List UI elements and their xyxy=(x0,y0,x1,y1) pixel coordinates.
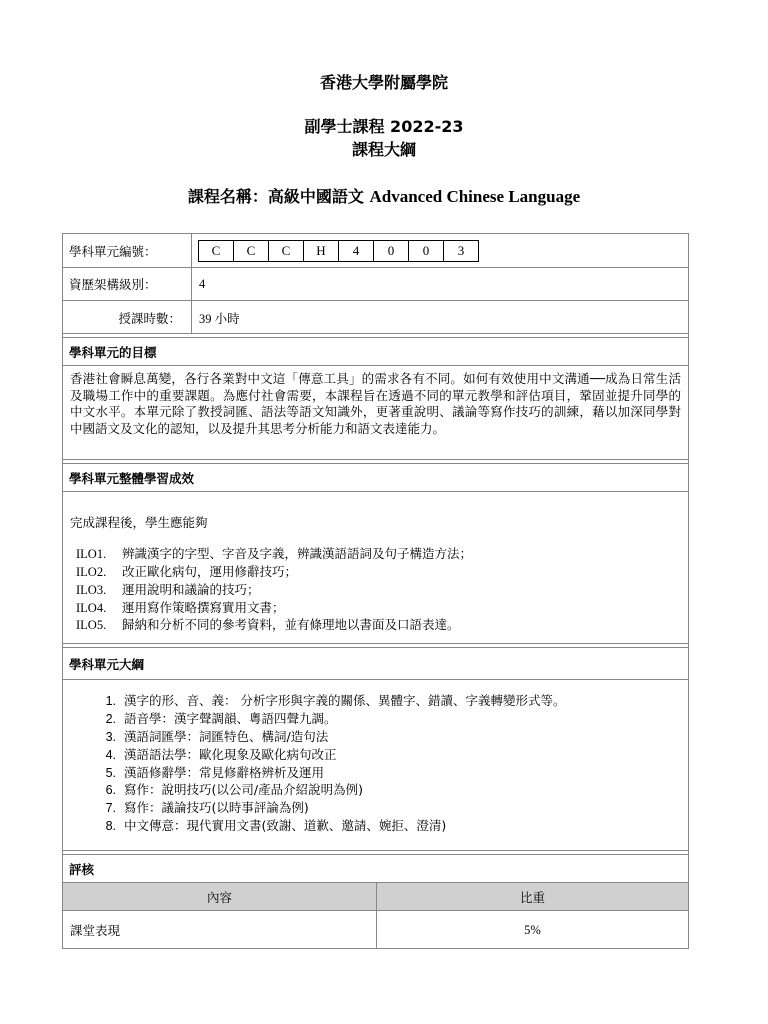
qf-level-label: 資歷架構級別： xyxy=(69,277,157,292)
table-row xyxy=(63,911,688,949)
programme-title: 副學士課程 2022-23 xyxy=(304,117,464,136)
column-header-content: 內容 xyxy=(206,889,232,905)
ilo-item: ILO2. 改正歐化病句，運用修辭技巧； xyxy=(76,564,298,579)
code-char: 4 xyxy=(339,241,374,261)
syllabus-item: 4. 漢語語法學：歐化現象及歐化病句改正 xyxy=(105,747,337,762)
course-name-english: Advanced Chinese Language xyxy=(369,187,581,206)
assessment-section xyxy=(62,854,689,949)
course-info-table xyxy=(62,233,689,334)
code-char: 3 xyxy=(457,243,465,258)
code-char: H xyxy=(304,241,339,261)
qf-level-value: 4 xyxy=(199,276,206,291)
assessment-weight-cell: 5% xyxy=(376,911,688,949)
syllabus-item: 8. 中文傳意：現代實用文書(致謝、道歉、邀請、婉拒、澄清) xyxy=(105,818,447,833)
syllabus-item: 7. 寫作：議論技巧(以時事評論為例) xyxy=(105,800,309,815)
aims-title: 學科單元的目標 xyxy=(63,338,688,366)
syllabus-section xyxy=(62,647,689,851)
course-name-label: 課程名稱：高級中國語文 xyxy=(187,187,364,206)
syllabus-item: 6. 寫作：說明技巧(以公司/產品介紹說明為例) xyxy=(105,782,363,797)
code-char: 0 xyxy=(409,241,444,261)
code-char: C xyxy=(234,241,269,261)
contact-hours-value: 39 小時 xyxy=(199,311,240,326)
learning-outcomes-title: 學科單元整體學習成效 xyxy=(63,464,688,492)
course-code-boxes xyxy=(198,240,479,262)
syllabus-item: 5. 漢語修辭學：常見修辭格辨析及運用 xyxy=(105,765,325,780)
contact-hours-row xyxy=(63,301,688,334)
ilo-item: ILO3. 運用說明和議論的技巧； xyxy=(76,582,260,597)
syllabus-item: 3. 漢語詞匯學：詞匯特色、構詞/造句法 xyxy=(105,729,329,744)
syllabus-item: 1. 漢字的形、音、義： 分析字形與字義的關係、異體字、錯讀、字義轉變形式等。 xyxy=(105,693,566,708)
course-code-label: 學科單元編號： xyxy=(69,243,157,259)
aims-section xyxy=(62,337,689,460)
ilo-item: ILO4. 運用寫作策略撰寫實用文書； xyxy=(76,600,285,615)
learning-outcomes-section xyxy=(62,463,689,644)
column-header-weight: 比重 xyxy=(376,883,688,910)
code-char: 0 xyxy=(374,241,409,261)
syllabus-item: 2. 語音學：漢字聲調韻、粵語四聲九調。 xyxy=(105,711,337,726)
assessment-table-header xyxy=(63,883,688,911)
document-type: 課程大綱 xyxy=(351,140,416,159)
assessment-title: 評核 xyxy=(63,855,688,883)
course-name xyxy=(0,184,768,207)
course-code-row xyxy=(63,234,688,268)
assessment-content-cell: 課堂表現 xyxy=(70,923,121,938)
code-char: C xyxy=(269,241,304,261)
code-char: C xyxy=(199,241,234,261)
aims-text: 香港社會瞬息萬變，各行各業對中文這「傳意工具」的需求各有不同。如何有效使用中文溝通──成為日常生活及職場工作中的重要課題。為應付社會需要，本課程旨在透過不同的單元教學和評估項目，鞏固並提升同學的中文水平。本單元除了教授詞匯、語法等語文知識外，更著重說明、議論等寫作技巧的訓練，藉以加深同學對中國語文及文化的認知，以及提升其思考分析能力和語文表達能力。 xyxy=(70,371,681,436)
learning-outcomes-intro: 完成課程後，學生應能夠 xyxy=(70,515,208,530)
ilo-item: ILO1. 辨識漢字的字型、字音及字義，辨識漢語語詞及句子構造方法； xyxy=(76,546,473,561)
ilo-item: ILO5. 歸納和分析不同的參考資料，並有條理地以書面及口語表達。 xyxy=(76,617,460,632)
institution-name: 香港大學附屬學院 xyxy=(319,73,448,92)
syllabus-title: 學科單元大綱 xyxy=(63,648,688,680)
qf-level-row xyxy=(63,268,688,301)
contact-hours-label: 授課時數： xyxy=(118,310,181,326)
